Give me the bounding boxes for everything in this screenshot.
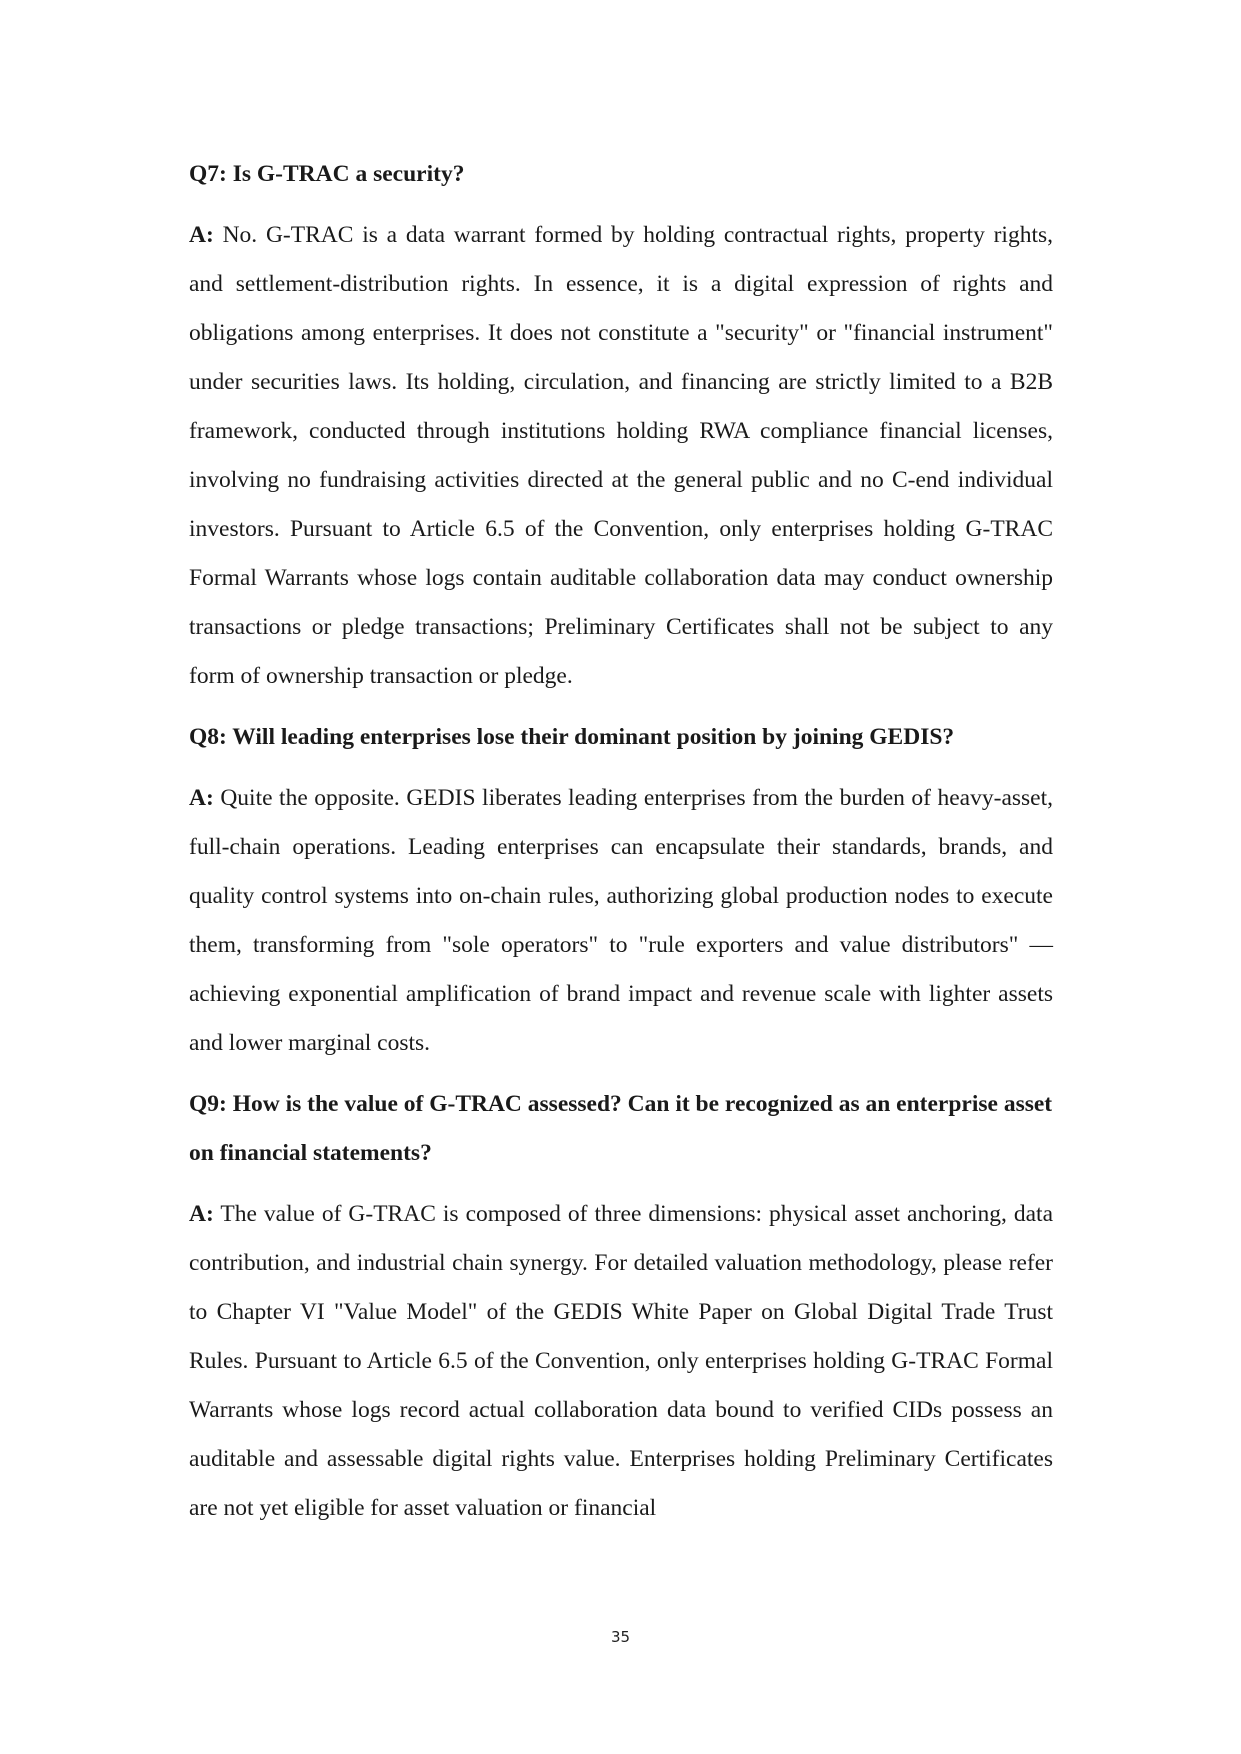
- answer-label: A:: [189, 1201, 214, 1227]
- faq-question-q7: Q7: Is G-TRAC a security?: [189, 161, 465, 187]
- faq-answer-q9: [189, 1190, 1053, 1533]
- faq-answer-q7: [189, 211, 1053, 701]
- answer-text: No. G-TRAC is a data warrant formed by holding contractual rights, property rights, and settlement-distribution rights. In essence, it is a digital expression of rights and obligations among enterprises. It does not constitute a "security" or "financial instrument" under securities laws. Its holding, circulation, and financing are strictly limited to a B2B framework, conducted through institutions holding RWA compliance financial licenses, involving no fundraising activities directed at the general public and no C-end individual investors. Pursuant to Article 6.5 of the Convention, only enterprises holding G-TRAC Formal Warrants whose logs contain auditable collaboration data may conduct ownership transactions or pledge transactions; Preliminary Certificates shall not be subject to any form of ownership transaction or pledge.: [189, 222, 1053, 689]
- answer-text: Quite the opposite. GEDIS liberates leading enterprises from the burden of heavy-asset, full-chain operations. Leading enterprises can encapsulate their standards, brands, and quality control systems into on-chain rules, authorizing global production nodes to execute them, transforming from "sole operators" to "rule exporters and value distributors" — achieving exponential amplification of brand impact and revenue scale with lighter assets and lower marginal costs.: [189, 785, 1053, 1056]
- answer-label: A:: [189, 785, 214, 811]
- document-page: [189, 150, 1053, 1533]
- page-number: 35: [610, 1628, 631, 1646]
- faq-answer-q8: [189, 774, 1053, 1068]
- answer-label: A:: [189, 222, 214, 248]
- answer-text: The value of G-TRAC is composed of three dimensions: physical asset anchoring, data contribution, and industrial chain synergy. For detailed valuation methodology, please refer to Chapter VI "Value Model" of the GEDIS White Paper on Global Digital Trade Trust Rules. Pursuant to Article 6.5 of the Convention, only enterprises holding G-TRAC Formal Warrants whose logs record actual collaboration data bound to verified CIDs possess an auditable and assessable digital rights value. Enterprises holding Preliminary Certificates are not yet eligible for asset valuation or financial: [189, 1201, 1053, 1521]
- faq-question-q9: Q9: How is the value of G-TRAC assessed? Can it be recognized as an enterprise asset on financial statements?: [189, 1091, 1053, 1166]
- faq-question-q8: Q8: Will leading enterprises lose their dominant position by joining GEDIS?: [189, 724, 955, 750]
